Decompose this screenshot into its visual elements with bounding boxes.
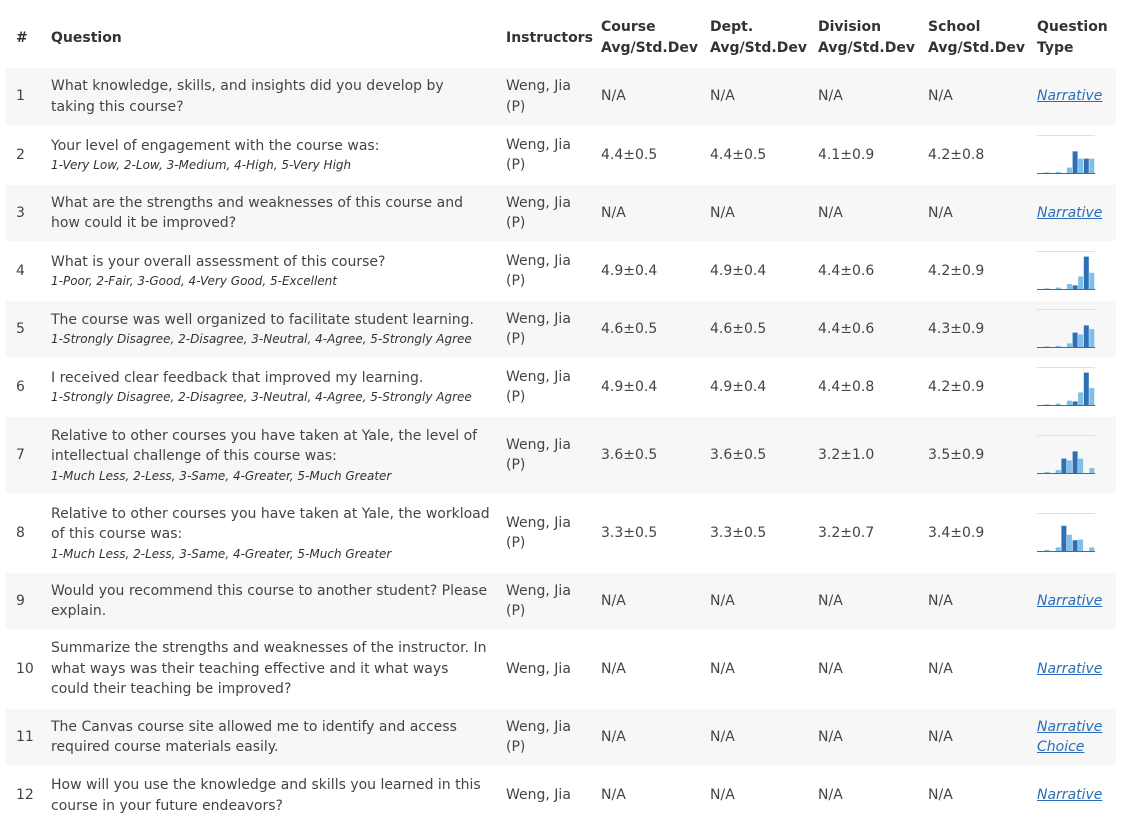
school-dist-bar <box>1056 346 1061 347</box>
school-dist-bar <box>1045 550 1050 551</box>
table-row <box>6 494 1116 572</box>
question-text: Summarize the strengths and weaknesses of the instructor. In what ways was their teaching effective and it what ways could their teaching be improved? <box>51 640 487 698</box>
header-school-avg <box>928 8 1037 68</box>
question-cell <box>51 708 506 766</box>
course-dist-bar <box>1061 459 1066 473</box>
distribution-chart[interactable] <box>1037 513 1095 553</box>
question-type-cell <box>1037 184 1116 242</box>
school-dist-bar <box>1056 470 1061 473</box>
instructor-cell <box>506 766 601 824</box>
school-avg: 3.5±0.9 <box>928 416 1037 494</box>
school-dist-bar <box>1045 288 1050 289</box>
division-avg: 4.4±0.6 <box>818 300 928 358</box>
course-avg: 3.6±0.5 <box>601 416 710 494</box>
table-row <box>6 708 1116 766</box>
table-row <box>6 416 1116 494</box>
division-avg: N/A <box>818 708 928 766</box>
school-avg: 4.2±0.9 <box>928 242 1037 300</box>
instructor-name: Weng, Jia <box>506 660 571 677</box>
instructor-cell <box>506 358 601 416</box>
course-dist-bar <box>1084 257 1089 289</box>
question-type-cell <box>1037 766 1116 824</box>
dept-avg: 3.6±0.5 <box>710 416 818 494</box>
narrative-link[interactable]: Narrative <box>1037 88 1103 105</box>
course-avg: N/A <box>601 708 710 766</box>
course-dist-bar <box>1073 401 1078 405</box>
table-row <box>6 630 1116 708</box>
question-scale: 1-Very Low, 2-Low, 3-Medium, 4-High, 5-Very High <box>51 158 352 173</box>
question-cell <box>51 630 506 708</box>
school-avg: N/A <box>928 572 1037 630</box>
distribution-chart[interactable] <box>1037 135 1095 175</box>
school-dist-bar <box>1067 168 1072 173</box>
instructor-cell <box>506 708 601 766</box>
distribution-chart[interactable] <box>1037 435 1095 475</box>
course-avg: 4.6±0.5 <box>601 300 710 358</box>
division-avg: N/A <box>818 630 928 708</box>
school-dist-bar <box>1089 329 1094 347</box>
instructor-cell <box>506 126 601 184</box>
question-cell <box>51 68 506 126</box>
division-avg: N/A <box>818 572 928 630</box>
question-scale: 1-Much Less, 2-Less, 3-Same, 4-Greater, 5-Much Greater <box>51 468 392 483</box>
question-cell <box>51 184 506 242</box>
school-dist-bar <box>1078 539 1083 551</box>
header-number: # <box>16 29 28 46</box>
instructor-role: (P) <box>506 273 526 289</box>
course-avg: N/A <box>601 766 710 824</box>
question-text: The course was well organized to facilitate student learning. <box>51 311 474 328</box>
course-avg: N/A <box>601 572 710 630</box>
school-dist-bar <box>1089 159 1094 173</box>
row-number: 9 <box>6 572 51 630</box>
dept-avg: N/A <box>710 708 818 766</box>
school-dist-bar <box>1056 547 1061 551</box>
question-text: The Canvas course site allowed me to identify and access required course materials easily. <box>51 718 457 755</box>
question-type-cell <box>1037 630 1116 708</box>
instructor-name: Weng, Jia <box>506 368 571 385</box>
instructor-cell <box>506 184 601 242</box>
header-division-line1: Division <box>818 19 882 35</box>
instructor-name: Weng, Jia <box>506 310 571 327</box>
header-question-type <box>1037 8 1116 68</box>
school-avg: 4.2±0.9 <box>928 358 1037 416</box>
dept-avg: N/A <box>710 184 818 242</box>
instructor-name: Weng, Jia <box>506 252 571 269</box>
row-number: 10 <box>6 630 51 708</box>
header-type-line2: Type <box>1037 40 1074 56</box>
instructor-role: (P) <box>506 98 526 115</box>
instructor-name: Weng, Jia <box>506 787 571 804</box>
school-avg: N/A <box>928 184 1037 242</box>
dept-avg: 4.4±0.5 <box>710 126 818 184</box>
course-dist-bar <box>1073 151 1078 173</box>
school-dist-bar <box>1078 334 1083 347</box>
header-division-line2: Avg/Std.Dev <box>818 40 915 56</box>
question-text: Would you recommend this course to another student? Please explain. <box>51 582 488 619</box>
course-dist-bar <box>1084 159 1089 173</box>
table-row <box>6 242 1116 300</box>
question-text: I received clear feedback that improved my learning. <box>51 369 424 386</box>
row-number: 6 <box>6 358 51 416</box>
header-course-line1: Course <box>601 19 656 35</box>
instructor-role: (P) <box>506 157 526 173</box>
header-course-line2: Avg/Std.Dev <box>601 40 698 56</box>
division-avg: 4.1±0.9 <box>818 126 928 184</box>
question-cell <box>51 300 506 358</box>
table-row <box>6 766 1116 824</box>
school-dist-bar <box>1078 392 1083 405</box>
header-dept-line1: Dept. <box>710 19 754 35</box>
school-dist-bar <box>1089 273 1094 289</box>
course-dist-bar <box>1084 373 1089 405</box>
table-row <box>6 68 1116 126</box>
question-type-cell <box>1037 494 1116 572</box>
row-number: 1 <box>16 88 25 105</box>
question-cell <box>51 416 506 494</box>
narrative-link[interactable]: Narrative <box>1037 204 1103 221</box>
division-avg: 4.4±0.8 <box>818 358 928 416</box>
question-scale: 1-Much Less, 2-Less, 3-Same, 4-Greater, 5-Much Greater <box>51 546 392 561</box>
header-division-avg <box>818 8 928 68</box>
school-dist-bar <box>1045 346 1050 347</box>
course-dist-bar <box>1073 333 1078 347</box>
dept-avg: 3.3±0.5 <box>710 494 818 572</box>
school-dist-bar <box>1089 547 1094 551</box>
header-course-avg <box>601 8 710 68</box>
course-avg: 4.9±0.4 <box>601 242 710 300</box>
table-row <box>6 300 1116 358</box>
header-type-line1: Question <box>1037 19 1108 35</box>
table-row <box>6 572 1116 630</box>
distribution-chart[interactable] <box>1037 309 1095 349</box>
course-avg: 4.9±0.4 <box>601 358 710 416</box>
school-dist-bar <box>1078 159 1083 173</box>
dept-avg: N/A <box>710 88 735 105</box>
school-avg: 4.2±0.8 <box>928 126 1037 184</box>
instructor-cell <box>506 416 601 494</box>
evaluation-table-container <box>6 8 1116 824</box>
division-avg: 3.2±0.7 <box>818 494 928 572</box>
instructor-cell <box>506 300 601 358</box>
course-avg: 4.4±0.5 <box>601 126 710 184</box>
instructor-name: Weng, Jia <box>506 136 571 153</box>
question-text: Relative to other courses you have taken at Yale, the level of intellectual challenge of this course was: <box>51 427 478 464</box>
school-dist-bar <box>1056 288 1061 289</box>
row-number: 7 <box>6 416 51 494</box>
course-dist-bar <box>1073 451 1078 473</box>
question-type-cell <box>1037 358 1116 416</box>
question-cell <box>51 126 506 184</box>
course-avg: N/A <box>601 184 710 242</box>
question-type-cell <box>1037 572 1116 630</box>
instructor-role: (P) <box>506 457 526 473</box>
division-avg: N/A <box>818 88 843 105</box>
question-scale: 1-Strongly Disagree, 2-Disagree, 3-Neutral, 4-Agree, 5-Strongly Agree <box>51 390 472 405</box>
row-number: 8 <box>6 494 51 572</box>
dept-avg: 4.9±0.4 <box>710 242 818 300</box>
school-avg: 4.3±0.9 <box>928 300 1037 358</box>
dept-avg: N/A <box>710 766 818 824</box>
table-row <box>6 126 1116 184</box>
narrative-link[interactable]: Narrative Choice <box>1037 718 1103 755</box>
dept-avg: N/A <box>710 572 818 630</box>
school-avg: N/A <box>928 630 1037 708</box>
instructor-cell <box>506 572 601 630</box>
course-dist-bar <box>1073 285 1078 289</box>
course-avg: N/A <box>601 88 626 105</box>
question-type-cell <box>1037 708 1116 766</box>
school-avg: N/A <box>928 708 1037 766</box>
row-number: 3 <box>6 184 51 242</box>
question-type-cell <box>1037 242 1116 300</box>
narrative-link[interactable]: Narrative <box>1037 592 1103 609</box>
instructor-role: (P) <box>506 389 526 405</box>
school-dist-bar <box>1056 404 1061 405</box>
question-scale: 1-Strongly Disagree, 2-Disagree, 3-Neutral, 4-Agree, 5-Strongly Agree <box>51 332 472 347</box>
school-dist-bar <box>1067 284 1072 289</box>
row-number: 5 <box>6 300 51 358</box>
school-dist-bar <box>1045 172 1050 173</box>
question-cell <box>51 766 506 824</box>
question-text: What is your overall assessment of this course? <box>51 253 386 270</box>
course-dist-bar <box>1084 325 1089 347</box>
question-scale: 1-Poor, 2-Fair, 3-Good, 4-Very Good, 5-Excellent <box>51 274 337 289</box>
school-dist-bar <box>1089 468 1094 473</box>
distribution-chart[interactable] <box>1037 367 1095 407</box>
question-cell <box>51 358 506 416</box>
header-question: Question <box>51 29 122 46</box>
row-number: 4 <box>6 242 51 300</box>
question-text: How will you use the knowledge and skills you learned in this course in your future endeavors? <box>51 777 481 814</box>
instructor-name: Weng, Jia <box>506 436 571 453</box>
course-avg: 3.3±0.5 <box>601 494 710 572</box>
question-type-cell <box>1037 300 1116 358</box>
division-avg: N/A <box>818 766 928 824</box>
division-avg: N/A <box>818 184 928 242</box>
instructor-name: Weng, Jia <box>506 78 571 94</box>
header-dept-line2: Avg/Std.Dev <box>710 40 807 56</box>
header-school-line1: School <box>928 19 981 35</box>
evaluation-table <box>6 8 1116 824</box>
instructor-name: Weng, Jia <box>506 194 571 211</box>
distribution-chart[interactable] <box>1037 251 1095 291</box>
instructor-name: Weng, Jia <box>506 582 571 599</box>
dept-avg: 4.9±0.4 <box>710 358 818 416</box>
instructor-name: Weng, Jia <box>506 514 571 531</box>
instructor-role: (P) <box>506 739 526 755</box>
row-number: 11 <box>6 708 51 766</box>
school-avg: 3.4±0.9 <box>928 494 1037 572</box>
question-cell <box>51 494 506 572</box>
question-cell <box>51 572 506 630</box>
header-instructors: Instructors <box>506 29 593 46</box>
instructor-role: (P) <box>506 215 526 231</box>
table-row <box>6 358 1116 416</box>
table-body <box>6 68 1116 824</box>
instructor-role: (P) <box>506 331 526 347</box>
instructor-cell <box>506 494 601 572</box>
row-number: 12 <box>6 766 51 824</box>
division-avg: 3.2±1.0 <box>818 416 928 494</box>
question-text: What are the strengths and weaknesses of this course and how could it be improved? <box>51 194 463 231</box>
school-dist-bar <box>1067 343 1072 347</box>
narrative-link[interactable]: Narrative <box>1037 787 1103 804</box>
dept-avg: 4.6±0.5 <box>710 300 818 358</box>
instructor-cell <box>506 630 601 708</box>
course-dist-bar <box>1073 540 1078 551</box>
instructor-role: (P) <box>506 603 526 619</box>
school-dist-bar <box>1056 172 1061 173</box>
course-avg: N/A <box>601 630 710 708</box>
school-dist-bar <box>1078 276 1083 289</box>
instructor-cell <box>506 68 601 126</box>
header-dept-avg <box>710 8 818 68</box>
school-dist-bar <box>1045 472 1050 473</box>
school-dist-bar <box>1067 401 1072 405</box>
question-text: What knowledge, skills, and insights did you develop by taking this course? <box>51 78 444 115</box>
instructor-cell <box>506 242 601 300</box>
question-type-cell <box>1037 416 1116 494</box>
school-avg: N/A <box>928 88 953 105</box>
course-dist-bar <box>1061 526 1066 551</box>
school-dist-bar <box>1067 535 1072 551</box>
row-number: 2 <box>6 126 51 184</box>
question-type-cell <box>1037 126 1116 184</box>
instructor-name: Weng, Jia <box>506 718 571 735</box>
header-school-line2: Avg/Std.Dev <box>928 40 1025 56</box>
question-type-cell <box>1037 68 1116 126</box>
narrative-link[interactable]: Narrative <box>1037 660 1103 677</box>
table-row <box>6 184 1116 242</box>
school-dist-bar <box>1067 460 1072 473</box>
instructor-role: (P) <box>506 535 526 551</box>
header-row <box>6 8 1116 68</box>
school-avg: N/A <box>928 766 1037 824</box>
division-avg: 4.4±0.6 <box>818 242 928 300</box>
question-text: Relative to other courses you have taken at Yale, the workload of this course was: <box>51 505 490 542</box>
school-dist-bar <box>1089 388 1094 405</box>
school-dist-bar <box>1078 459 1083 473</box>
school-dist-bar <box>1045 404 1050 405</box>
question-cell <box>51 242 506 300</box>
question-text: Your level of engagement with the course was: <box>51 137 380 154</box>
dept-avg: N/A <box>710 630 818 708</box>
